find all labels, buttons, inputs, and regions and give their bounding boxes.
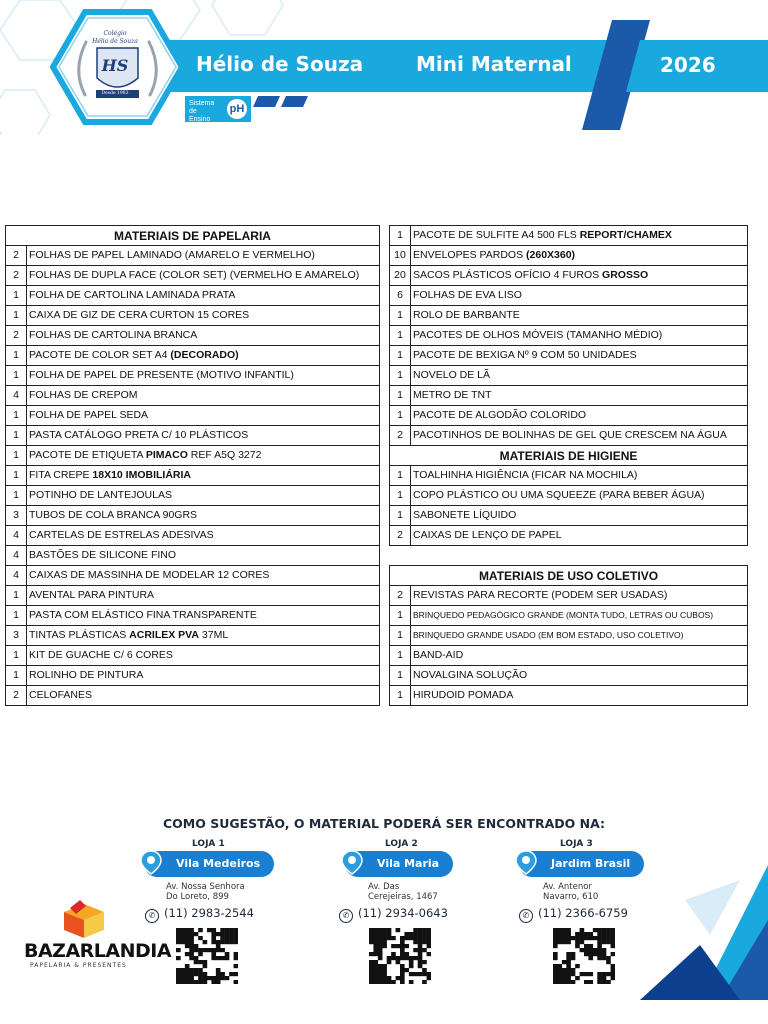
item-cell: TOALHINHA HIGIÊNCIA (FICAR NA MOCHILA) bbox=[411, 466, 748, 486]
table-row bbox=[390, 666, 748, 686]
grade-title: Mini Maternal bbox=[416, 52, 572, 76]
table-row bbox=[390, 626, 748, 646]
table-row bbox=[390, 486, 748, 506]
table-row bbox=[6, 406, 380, 426]
quantity-cell: 3 bbox=[6, 506, 27, 526]
quantity-cell: 1 bbox=[6, 586, 27, 606]
table-row bbox=[6, 626, 380, 646]
table-row bbox=[6, 446, 380, 466]
qr-code-icon bbox=[553, 928, 615, 984]
quantity-cell: 1 bbox=[6, 446, 27, 466]
table-row bbox=[6, 646, 380, 666]
item-cell: ENVELOPES PARDOS (260X360) bbox=[411, 246, 748, 266]
sistema-badge bbox=[185, 96, 251, 122]
section-title: MATERIAIS DE HIGIENE bbox=[390, 446, 748, 466]
item-cell: FOLHAS DE EVA LISO bbox=[411, 286, 748, 306]
table-row bbox=[390, 506, 748, 526]
item-cell: AVENTAL PARA PINTURA bbox=[27, 586, 380, 606]
item-cell: CAIXAS DE LENÇO DE PAPEL bbox=[411, 526, 748, 546]
bazarlandia-brand: BAZARLANDIA bbox=[24, 940, 172, 962]
store-1-phone: ✆ (11) 2983-2544 bbox=[145, 906, 254, 923]
table-row bbox=[390, 306, 748, 326]
seal-line1: Colégio bbox=[103, 30, 127, 37]
quantity-cell: 1 bbox=[6, 406, 27, 426]
table-row bbox=[6, 246, 380, 266]
quantity-cell: 2 bbox=[390, 586, 411, 606]
item-cell: ROLINHO DE PINTURA bbox=[27, 666, 380, 686]
quantity-cell: 6 bbox=[390, 286, 411, 306]
item-cell: FOLHA DE PAPEL SEDA bbox=[27, 406, 380, 426]
quantity-cell: 1 bbox=[6, 606, 27, 626]
table-row bbox=[390, 386, 748, 406]
item-cell: PACOTE DE ALGODÃO COLORIDO bbox=[411, 406, 748, 426]
item-cell: BRINQUEDO PEDAGÓGICO GRANDE (MONTA TUDO, LETRAS OU CUBOS) bbox=[411, 606, 748, 626]
table-row bbox=[390, 226, 748, 246]
qr-code-icon bbox=[369, 928, 431, 984]
table-row bbox=[390, 346, 748, 366]
quantity-cell: 1 bbox=[390, 226, 411, 246]
table-row bbox=[6, 466, 380, 486]
quantity-cell: 1 bbox=[6, 346, 27, 366]
item-cell: FOLHA DE PAPEL DE PRESENTE (MOTIVO INFANTIL) bbox=[27, 366, 380, 386]
section-title: MATERIAIS DE PAPELARIA bbox=[6, 226, 380, 246]
quantity-cell: 2 bbox=[6, 326, 27, 346]
suggestion-text: COMO SUGESTÃO, O MATERIAL PODERÁ SER ENCONTRADO NA: bbox=[163, 816, 605, 831]
item-cell: NOVELO DE LÃ bbox=[411, 366, 748, 386]
quantity-cell: 2 bbox=[6, 266, 27, 286]
store-2-name: Vila Maria bbox=[345, 851, 453, 877]
item-cell: PACOTINHOS DE BOLINHAS DE GEL QUE CRESCEM NA ÁGUA bbox=[411, 426, 748, 446]
year-label: 2026 bbox=[660, 53, 716, 77]
store-3-title: LOJA 3 bbox=[560, 839, 593, 849]
item-cell: CAIXAS DE MASSINHA DE MODELAR 12 CORES bbox=[27, 566, 380, 586]
quantity-cell: 1 bbox=[6, 666, 27, 686]
map-pin-icon bbox=[513, 849, 539, 875]
quantity-cell: 1 bbox=[390, 326, 411, 346]
table-row bbox=[6, 266, 380, 286]
phone-icon: ✆ bbox=[519, 909, 533, 923]
item-cell: BAND-AID bbox=[411, 646, 748, 666]
store-1-title: LOJA 1 bbox=[192, 839, 225, 849]
item-cell: CARTELAS DE ESTRELAS ADESIVAS bbox=[27, 526, 380, 546]
item-cell: PACOTES DE OLHOS MÓVEIS (TAMANHO MÉDIO) bbox=[411, 326, 748, 346]
quantity-cell: 2 bbox=[390, 526, 411, 546]
papelaria-table bbox=[5, 225, 380, 706]
quantity-cell: 1 bbox=[390, 606, 411, 626]
table-row bbox=[6, 566, 380, 586]
quantity-cell: 10 bbox=[390, 246, 411, 266]
item-cell: COPO PLÁSTICO OU UMA SQUEEZE (PARA BEBER ÁGUA) bbox=[411, 486, 748, 506]
table-row bbox=[390, 246, 748, 266]
papelaria-continued-table bbox=[389, 225, 748, 546]
table-row bbox=[6, 306, 380, 326]
bazarlandia-box-logo bbox=[58, 898, 108, 940]
quantity-cell: 1 bbox=[390, 686, 411, 706]
quantity-cell: 1 bbox=[390, 466, 411, 486]
item-cell: BRINQUEDO GRANDE USADO (EM BOM ESTADO, USO COLETIVO) bbox=[411, 626, 748, 646]
quantity-cell: 1 bbox=[6, 306, 27, 326]
quantity-cell: 1 bbox=[390, 386, 411, 406]
quantity-cell: 2 bbox=[6, 246, 27, 266]
store-3-address: Av. Antenor Navarro, 610 bbox=[543, 882, 599, 902]
table-row bbox=[6, 506, 380, 526]
item-cell: SABONETE LÍQUIDO bbox=[411, 506, 748, 526]
table-row bbox=[390, 526, 748, 546]
table-row bbox=[6, 346, 380, 366]
item-cell: PACOTE DE SULFITE A4 500 FLS REPORT/CHAMEX bbox=[411, 226, 748, 246]
item-cell: CELOFANES bbox=[27, 686, 380, 706]
quantity-cell: 1 bbox=[390, 346, 411, 366]
store-3-phone: ✆ (11) 2366-6759 bbox=[519, 906, 628, 923]
store-3-name: Jardim Brasil bbox=[519, 851, 644, 877]
quantity-cell: 4 bbox=[6, 386, 27, 406]
coletivo-table bbox=[389, 565, 748, 706]
quantity-cell: 1 bbox=[6, 426, 27, 446]
quantity-cell: 4 bbox=[6, 546, 27, 566]
seal-monogram: HS bbox=[101, 56, 129, 75]
quantity-cell: 1 bbox=[6, 646, 27, 666]
table-row bbox=[6, 426, 380, 446]
item-cell: FOLHA DE CARTOLINA LAMINADA PRATA bbox=[27, 286, 380, 306]
table-row bbox=[6, 526, 380, 546]
map-pin-icon bbox=[138, 849, 164, 875]
item-cell: FOLHAS DE PAPEL LAMINADO (AMARELO E VERMELHO) bbox=[27, 246, 380, 266]
table-row bbox=[6, 686, 380, 706]
item-cell: PASTA COM ELÁSTICO FINA TRANSPARENTE bbox=[27, 606, 380, 626]
seal-founded: Desde 1983 bbox=[101, 91, 129, 96]
seal-line2: Hélio de Souza bbox=[92, 38, 138, 45]
item-cell: HIRUDOID POMADA bbox=[411, 686, 748, 706]
table-row bbox=[390, 366, 748, 386]
quantity-cell: 4 bbox=[6, 526, 27, 546]
quantity-cell: 2 bbox=[6, 686, 27, 706]
table-row bbox=[6, 366, 380, 386]
item-cell: PACOTE DE ETIQUETA PIMACO REF A5Q 3272 bbox=[27, 446, 380, 466]
quantity-cell: 1 bbox=[6, 486, 27, 506]
corner-decoration bbox=[640, 860, 768, 1024]
store-2-phone: ✆ (11) 2934-0643 bbox=[339, 906, 448, 923]
section-title: MATERIAIS DE USO COLETIVO bbox=[390, 566, 748, 586]
school-name: Hélio de Souza bbox=[196, 52, 364, 76]
map-pin-icon bbox=[339, 849, 365, 875]
item-cell: KIT DE GUACHE C/ 6 CORES bbox=[27, 646, 380, 666]
item-cell: PACOTE DE COLOR SET A4 (DECORADO) bbox=[27, 346, 380, 366]
item-cell: PACOTE DE BEXIGA Nº 9 COM 50 UNIDADES bbox=[411, 346, 748, 366]
qr-code-icon bbox=[176, 928, 238, 984]
item-cell: SACOS PLÁSTICOS OFÍCIO 4 FUROS GROSSO bbox=[411, 266, 748, 286]
table-row bbox=[390, 266, 748, 286]
table-row bbox=[390, 466, 748, 486]
item-cell: BASTÕES DE SILICONE FINO bbox=[27, 546, 380, 566]
sistema-label: Sistema de Ensino bbox=[189, 100, 215, 123]
store-2-address: Av. Das Cerejeiras, 1467 bbox=[368, 882, 438, 902]
quantity-cell: 1 bbox=[390, 406, 411, 426]
table-row bbox=[390, 586, 748, 606]
quantity-cell: 2 bbox=[390, 426, 411, 446]
store-1-name: Vila Medeiros bbox=[144, 851, 274, 877]
item-cell: POTINHO DE LANTEJOULAS bbox=[27, 486, 380, 506]
quantity-cell: 1 bbox=[6, 466, 27, 486]
table-row bbox=[390, 286, 748, 306]
item-cell: CAIXA DE GIZ DE CERA CURTON 15 CORES bbox=[27, 306, 380, 326]
table-row bbox=[390, 646, 748, 666]
item-cell: TINTAS PLÁSTICAS ACRILEX PVA 37ML bbox=[27, 626, 380, 646]
item-cell: NOVALGINA SOLUÇÃO bbox=[411, 666, 748, 686]
ph-logo: pH bbox=[227, 99, 247, 119]
table-row bbox=[6, 586, 380, 606]
quantity-cell: 1 bbox=[390, 666, 411, 686]
item-cell: ROLO DE BARBANTE bbox=[411, 306, 748, 326]
quantity-cell: 1 bbox=[390, 366, 411, 386]
quantity-cell: 1 bbox=[390, 486, 411, 506]
table-row bbox=[6, 606, 380, 626]
item-cell: FOLHAS DE CREPOM bbox=[27, 386, 380, 406]
table-row bbox=[6, 326, 380, 346]
item-cell: TUBOS DE COLA BRANCA 90GRS bbox=[27, 506, 380, 526]
phone-icon: ✆ bbox=[339, 909, 353, 923]
item-cell: REVISTAS PARA RECORTE (PODEM SER USADAS) bbox=[411, 586, 748, 606]
bazarlandia-tagline: PAPELARIA & PRESENTES bbox=[30, 962, 127, 969]
phone-icon: ✆ bbox=[145, 909, 159, 923]
quantity-cell: 1 bbox=[390, 646, 411, 666]
quantity-cell: 1 bbox=[6, 366, 27, 386]
table-row bbox=[6, 486, 380, 506]
table-row bbox=[6, 666, 380, 686]
item-cell: FITA CREPE 18X10 IMOBILIÁRIA bbox=[27, 466, 380, 486]
table-row bbox=[390, 426, 748, 446]
table-row bbox=[6, 286, 380, 306]
item-cell: FOLHAS DE DUPLA FACE (COLOR SET) (VERMELHO E AMARELO) bbox=[27, 266, 380, 286]
quantity-cell: 3 bbox=[6, 626, 27, 646]
item-cell: FOLHAS DE CARTOLINA BRANCA bbox=[27, 326, 380, 346]
table-row bbox=[6, 546, 380, 566]
store-2-title: LOJA 2 bbox=[385, 839, 418, 849]
item-cell: METRO DE TNT bbox=[411, 386, 748, 406]
quantity-cell: 1 bbox=[390, 626, 411, 646]
table-row bbox=[390, 606, 748, 626]
table-row bbox=[390, 406, 748, 426]
table-row bbox=[390, 326, 748, 346]
quantity-cell: 1 bbox=[6, 286, 27, 306]
table-row bbox=[6, 386, 380, 406]
table-row bbox=[390, 686, 748, 706]
quantity-cell: 1 bbox=[390, 506, 411, 526]
item-cell: PASTA CATÁLOGO PRETA C/ 10 PLÁSTICOS bbox=[27, 426, 380, 446]
store-1-address: Av. Nossa Senhora Do Loreto, 899 bbox=[166, 882, 245, 902]
quantity-cell: 1 bbox=[390, 306, 411, 326]
quantity-cell: 4 bbox=[6, 566, 27, 586]
quantity-cell: 20 bbox=[390, 266, 411, 286]
